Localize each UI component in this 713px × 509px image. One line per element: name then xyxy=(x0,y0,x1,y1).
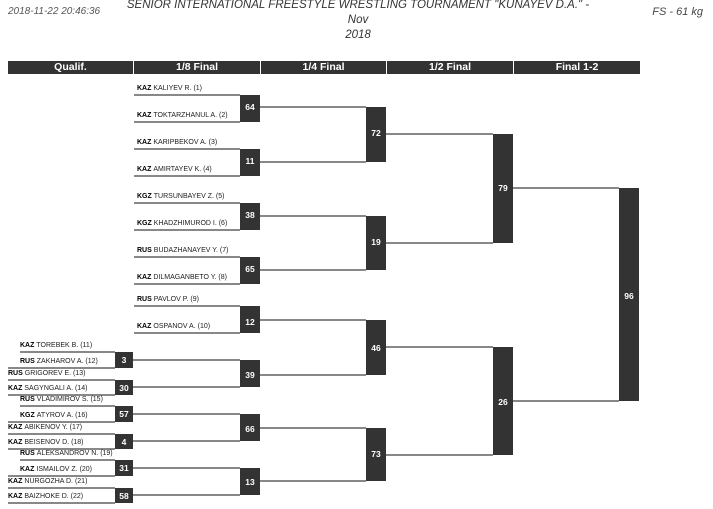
bout-number: 73 xyxy=(371,449,381,459)
athlete-row: KAZ KALIYEV R. (1) xyxy=(137,85,203,92)
athlete-row: KAZ TOREBEK B. (11) xyxy=(20,342,93,349)
bout-number: 30 xyxy=(119,383,129,393)
athlete-row: KAZ BAIZHOKE D. (22) xyxy=(8,493,84,500)
athlete-row: KGZ TURSUNBAYEV Z. (5) xyxy=(137,193,225,200)
athlete-row: RUS BUDAZHANAYEV Y. (7) xyxy=(137,247,229,254)
bout-number: 3 xyxy=(121,355,127,365)
athlete-row: KAZ ABIKENOV Y. (17) xyxy=(8,424,83,431)
athlete-row: KAZ ISMAILOV Z. (20) xyxy=(20,466,93,473)
bout-number: 4 xyxy=(121,437,127,447)
athlete-row: KGZ KHADZHIMUROD I. (6) xyxy=(137,220,228,227)
tournament-title-line1: SENIOR INTERNATIONAL FREESTYLE WRESTLING TOURNAMENT "KUNAYEV D.A." - Nov xyxy=(126,0,590,26)
athlete-row: KAZ TOKTARZHANUL A. (2) xyxy=(137,112,228,119)
bout-number: 31 xyxy=(119,463,129,473)
bout-number: 46 xyxy=(371,343,381,353)
bout-number: 26 xyxy=(498,397,508,407)
athlete-row: KAZ KARIPBEKOV A. (3) xyxy=(137,139,218,146)
athlete-row: KAZ OSPANOV A. (10) xyxy=(137,323,211,330)
bout-number: 13 xyxy=(245,477,255,487)
header-date: 2018-11-22 20:46:36 xyxy=(8,6,101,17)
athlete-row: RUS ZAKHAROV A. (12) xyxy=(20,358,98,365)
bout-number: 57 xyxy=(119,409,129,419)
athlete-row: RUS ALEKSANDROV N. (19) xyxy=(20,450,113,457)
bout-number: 39 xyxy=(245,370,255,380)
round-label-final: Final 1-2 xyxy=(555,61,599,73)
round-label-semi: 1/2 Final xyxy=(428,61,471,73)
athlete-row: KAZ AMIRTAYEV K. (4) xyxy=(137,166,212,173)
bout-number: 79 xyxy=(498,183,508,193)
bout-number: 58 xyxy=(119,491,129,501)
round-label-quarter: 1/4 Final xyxy=(302,61,345,73)
athlete-row: KAZ SAGYNGALI A. (14) xyxy=(8,385,88,392)
round-label-qualif: Qualif. xyxy=(54,61,87,73)
athlete-row: KAZ BEISENOV D. (18) xyxy=(8,439,84,446)
athlete-row: RUS PAVLOV P. (9) xyxy=(137,296,199,303)
athlete-row: RUS VLADIMIROV S. (15) xyxy=(20,396,103,403)
athlete-row: RUS GRIGOREV E. (13) xyxy=(8,370,86,377)
tournament-title-line2: 2018 xyxy=(345,29,371,41)
bout-number: 12 xyxy=(245,317,255,327)
weight-category: FS - 61 kg xyxy=(652,6,703,18)
bout-number: 11 xyxy=(245,156,255,166)
round-label-eighth: 1/8 Final xyxy=(175,61,218,73)
bout-number: 19 xyxy=(371,237,381,247)
athlete-row: KGZ ATYROV A. (16) xyxy=(20,412,88,419)
bout-number: 38 xyxy=(245,210,255,220)
athlete-row: KAZ DILMAGANBETO Y. (8) xyxy=(137,274,227,281)
bout-number-final: 96 xyxy=(624,291,634,301)
bout-number: 72 xyxy=(371,128,381,138)
athlete-row: KAZ NURGOZHA D. (21) xyxy=(8,478,88,485)
bout-number: 65 xyxy=(245,264,255,274)
bout-number: 64 xyxy=(245,102,255,112)
bout-number: 66 xyxy=(245,424,255,434)
